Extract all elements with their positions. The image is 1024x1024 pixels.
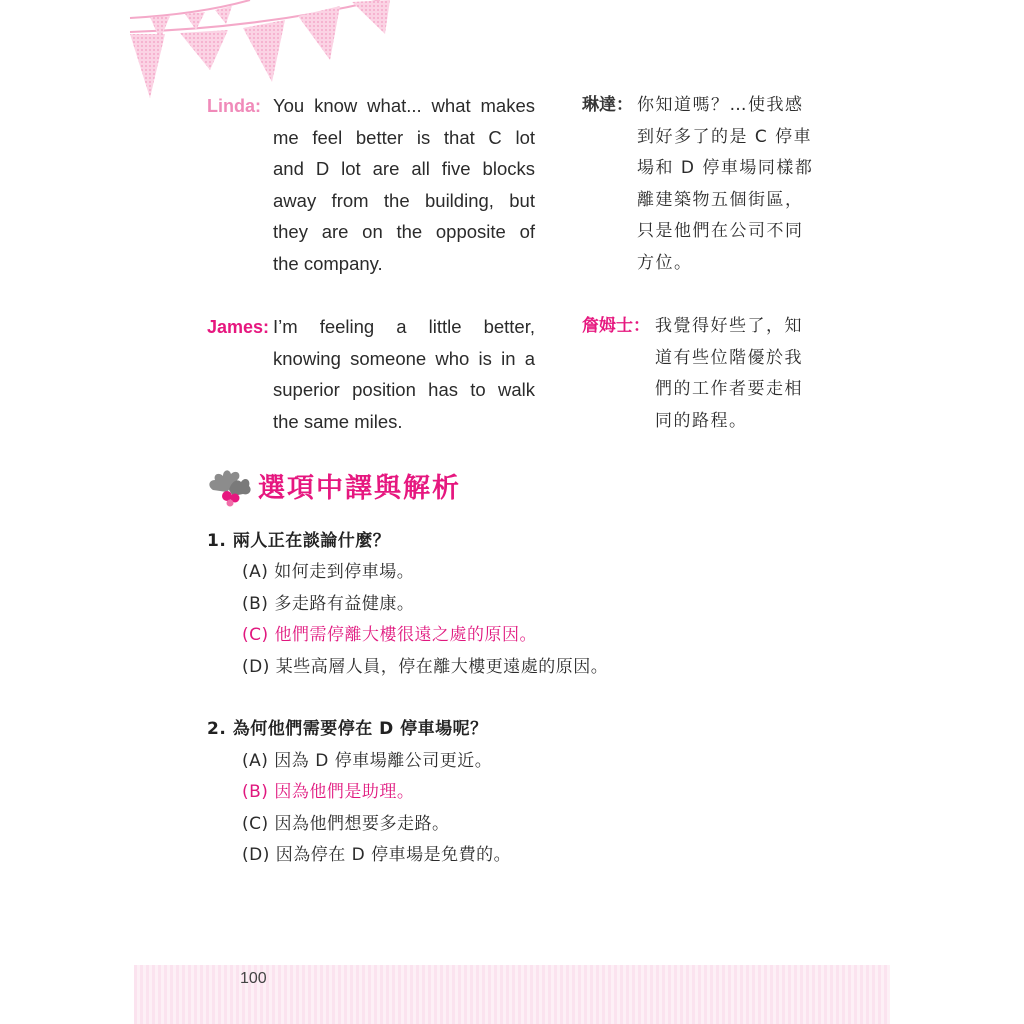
holly-icon (205, 460, 255, 508)
question-1: 1. 兩人正在談論什麼？ (207, 531, 391, 551)
question-1-option-c-correct: (C) 他們需停離大樓很遠之處的原因。 (242, 625, 538, 645)
text-line: 只是他們在公司不同 (637, 221, 804, 241)
text-line: 到好多了的是 C 停車 (637, 126, 813, 147)
text-line: 們的工作者要走相 (655, 379, 803, 399)
question-1-option-b: (B) 多走路有益健康。 (242, 594, 415, 614)
text-line: knowing someone who is in a (273, 347, 535, 369)
question-2-option-d: (D) 因為停在 D 停車場是免費的。 (242, 845, 512, 865)
text-line: 同的路程。 (655, 410, 748, 431)
text-line: me feel better is that C lot (273, 126, 535, 148)
section-title: 選項中譯與解析 (258, 473, 461, 504)
page-number: 100 (240, 970, 267, 987)
text-line: the same miles. (273, 410, 403, 432)
text-line: and D lot are all five blocks (273, 158, 535, 179)
question-2-option-b-correct: (B) 因為他們是助理。 (242, 782, 415, 802)
linda-chinese-text (637, 90, 813, 279)
text-line: 道有些位階優於我 (655, 347, 803, 368)
text-line: 你知道嗎？…使我感 (637, 95, 804, 115)
james-chinese-text (655, 311, 803, 437)
text-line: 方位。 (637, 252, 693, 273)
text-line: You know what... what makes (273, 95, 535, 116)
text-line: the company. (273, 252, 383, 274)
speaker-james-zh: 詹姆士： (582, 316, 650, 336)
speaker-linda-en: Linda: (207, 96, 261, 116)
question-2-option-c: (C) 因為他們想要多走路。 (242, 814, 450, 834)
text-line: away from the building, but (273, 189, 535, 211)
linda-english-text (273, 90, 535, 279)
text-line: 場和 D 停車場同樣都 (637, 158, 814, 178)
james-english-text (273, 311, 535, 437)
text-line: I’m feeling a little better, (273, 316, 535, 337)
text-line: 離建築物五個街區， (637, 189, 804, 210)
question-1-option-a: (A) 如何走到停車場。 (242, 562, 415, 582)
speaker-linda-zh: 琳達： (582, 95, 633, 115)
text-line: 我覺得好些了，知 (655, 316, 803, 336)
question-2-option-a: (A) 因為 D 停車場離公司更近。 (242, 751, 493, 771)
question-1-option-d: (D) 某些高層人員，停在離大樓更遠處的原因。 (242, 657, 609, 677)
speaker-james-en: James: (207, 317, 270, 337)
text-line: superior position has to walk (273, 379, 535, 400)
text-line: they are on the opposite of (273, 221, 535, 242)
question-2: 2. 為何他們需要停在 D 停車場呢？ (207, 719, 488, 739)
